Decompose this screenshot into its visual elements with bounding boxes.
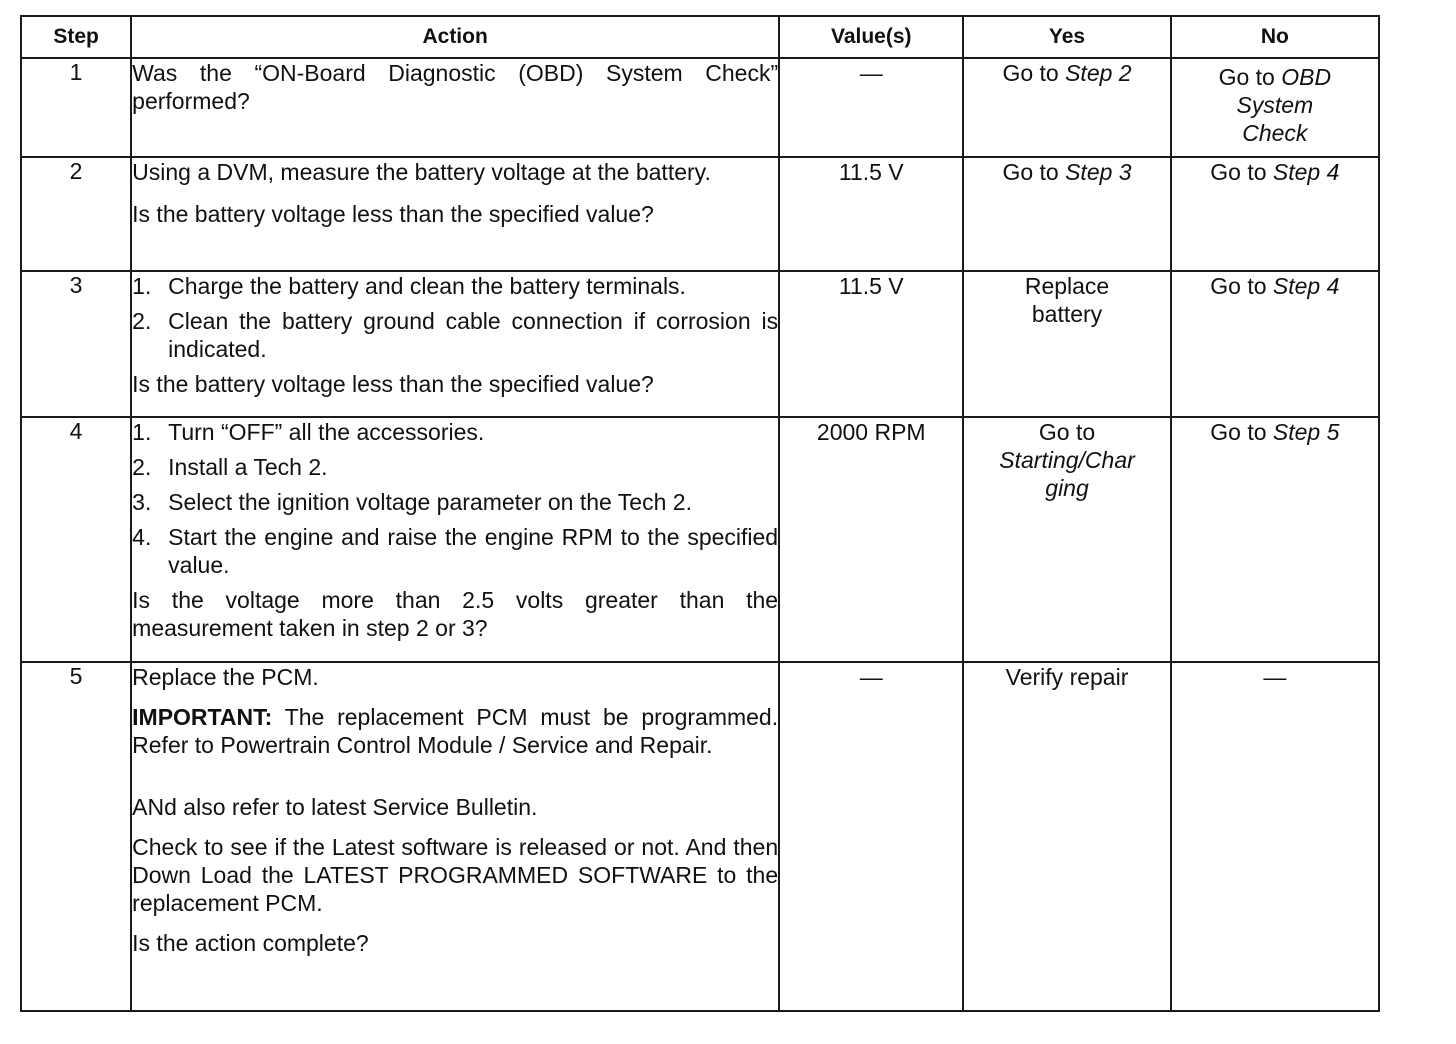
yes-prefix: Go to [1038, 419, 1096, 445]
list-item-number: 1. [132, 419, 152, 445]
yes-prefix: Go to [1002, 60, 1066, 86]
table-row-step-4 [21, 417, 1379, 662]
list-item [132, 272, 778, 300]
no-cell [1171, 58, 1379, 157]
list-item-text: Select the ignition voltage parameter on the Tech 2. [168, 489, 692, 515]
list-item-text: Turn “OFF” all the accessories. [168, 419, 485, 445]
action-instruction: Using a DVM, measure the battery voltage at the battery. [132, 159, 711, 185]
no-prefix: Go to [1210, 159, 1273, 185]
no-prefix: Go to [1218, 64, 1282, 90]
yes-line: Replace [1024, 273, 1110, 299]
list-item-text: Install a Tech 2. [168, 454, 328, 480]
list-item-number: 4. [132, 524, 152, 550]
no-cell [1171, 157, 1379, 271]
header-values: Value(s) [779, 16, 963, 58]
list-item [132, 523, 778, 579]
yes-cell: Verify repair [963, 662, 1170, 1011]
diagnostic-table-sheet [20, 15, 1380, 1012]
yes-link-starting-charging-cont[interactable]: ging [1045, 475, 1089, 501]
table-row-step-5 [21, 662, 1379, 1011]
important-label: IMPORTANT: [132, 704, 273, 730]
important-note [132, 703, 778, 759]
list-item-text: Charge the battery and clean the battery terminals. [168, 273, 686, 299]
header-action: Action [131, 16, 779, 58]
action-question: Is the battery voltage less than the specified value? [132, 201, 654, 227]
service-bulletin-note: ANd also refer to latest Service Bulletin. [132, 794, 538, 820]
value-cell [779, 58, 963, 157]
table-row-step-2 [21, 157, 1379, 271]
action-cell [131, 157, 779, 271]
header-yes: Yes [963, 16, 1170, 58]
important-text: The replacement PCM must be programmed. Refer to Powertrain Control Module / Service and Repair. [132, 704, 779, 758]
no-link-check[interactable]: Check [1242, 120, 1308, 146]
action-instruction: Replace the PCM. [132, 664, 319, 690]
action-cell [131, 58, 779, 157]
value-cell: 2000 RPM [779, 417, 963, 662]
list-item-number: 2. [132, 454, 152, 480]
yes-prefix: Go to [1002, 159, 1066, 185]
no-cell [1171, 417, 1379, 662]
table-row-step-3 [21, 271, 1379, 417]
value-cell: 11.5 V [779, 157, 963, 271]
software-note: Check to see if the Latest software is released or not. And then Down Load the LATEST PROGRAMMED SOFTWARE to the replacement PCM. [132, 834, 779, 916]
list-item [132, 453, 778, 481]
action-question: Is the battery voltage less than the specified value? [132, 371, 654, 397]
table-row-step-1 [21, 58, 1379, 157]
action-cell [131, 662, 779, 1011]
no-prefix: Go to [1210, 419, 1273, 445]
list-item [132, 488, 778, 516]
yes-link-starting-charging[interactable]: Starting/Char [999, 447, 1135, 473]
yes-cell [963, 58, 1170, 157]
no-step-link[interactable]: Step 4 [1272, 273, 1340, 299]
yes-step-link[interactable]: Step 2 [1065, 60, 1132, 86]
no-prefix: Go to [1210, 273, 1273, 299]
no-step-link[interactable]: Step 5 [1272, 419, 1340, 445]
list-item [132, 418, 778, 446]
yes-cell [963, 157, 1170, 271]
action-cell [131, 417, 779, 662]
step-number: 1 [21, 58, 131, 157]
action-cell [131, 271, 779, 417]
no-link-system[interactable]: System [1236, 92, 1314, 118]
header-step: Step [21, 16, 131, 58]
diagnostic-table [20, 15, 1380, 1012]
yes-line: battery [1031, 301, 1103, 327]
step-number: 2 [21, 157, 131, 271]
value-cell: — [779, 662, 963, 1011]
table-header-row [21, 16, 1379, 58]
no-cell [1171, 271, 1379, 417]
list-item-number: 2. [132, 308, 152, 334]
list-item-number: 1. [132, 273, 152, 299]
action-question: Is the action complete? [132, 930, 369, 956]
yes-cell [963, 417, 1170, 662]
list-item-text: Start the engine and raise the engine RPM to the specified value. [168, 524, 779, 578]
no-link-obd[interactable]: OBD [1281, 64, 1332, 90]
no-step-link[interactable]: Step 4 [1272, 159, 1340, 185]
list-item-number: 3. [132, 489, 152, 515]
action-question: Is the voltage more than 2.5 volts greater than the measurement taken in step 2 or 3? [132, 587, 779, 641]
step-number: 3 [21, 271, 131, 417]
list-item [132, 307, 778, 363]
value-dash: — [859, 60, 883, 86]
action-question: Was the “ON-Board Diagnostic (OBD) System Check” performed? [132, 60, 779, 114]
header-no: No [1171, 16, 1379, 58]
step-number: 4 [21, 417, 131, 662]
list-item-text: Clean the battery ground cable connection if corrosion is indicated. [168, 308, 779, 362]
step-number: 5 [21, 662, 131, 1011]
yes-cell [963, 271, 1170, 417]
value-cell: 11.5 V [779, 271, 963, 417]
no-cell: — [1171, 662, 1379, 1011]
yes-step-link[interactable]: Step 3 [1065, 159, 1132, 185]
